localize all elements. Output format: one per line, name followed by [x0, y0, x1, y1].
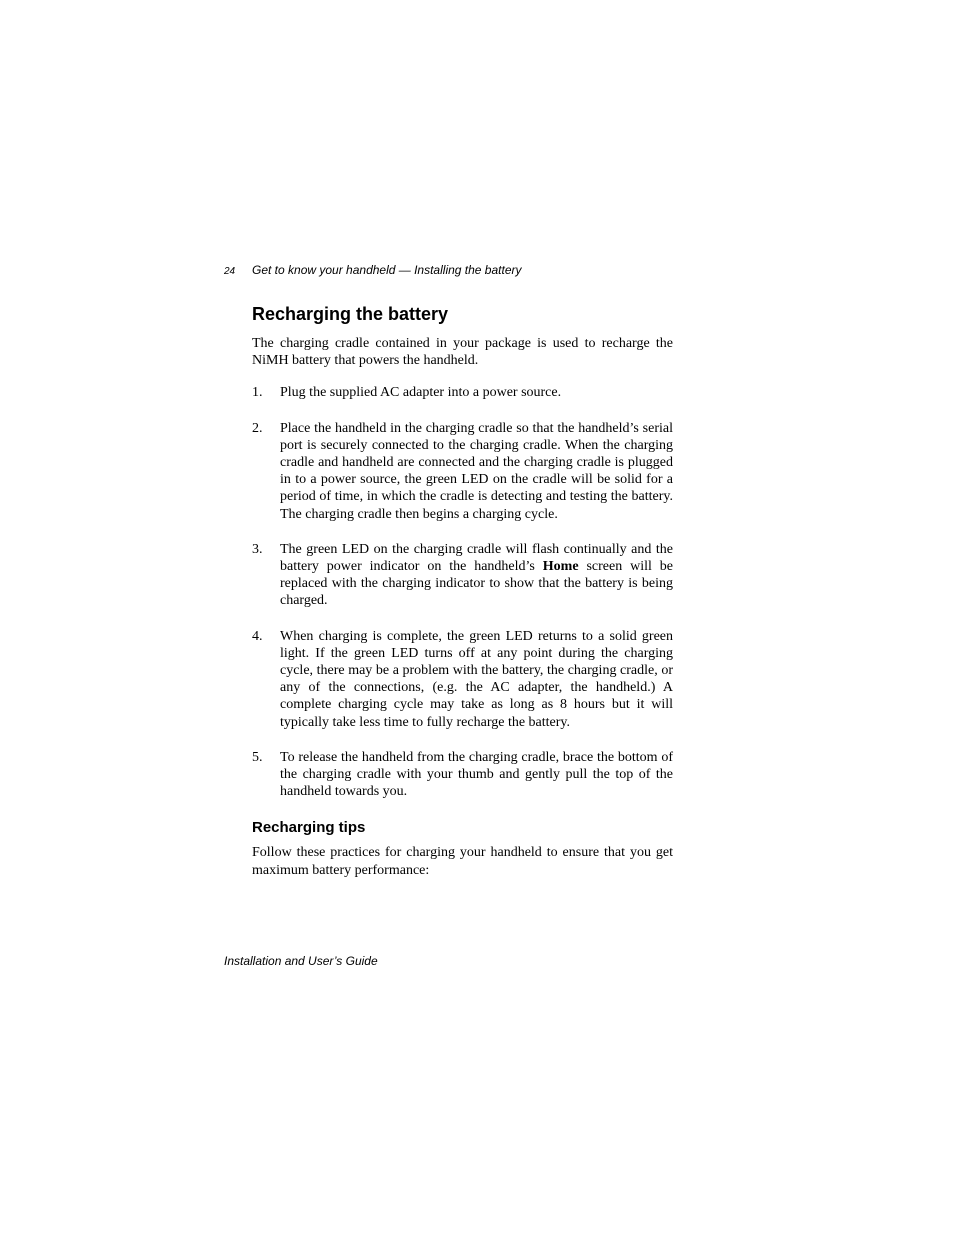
step-text: When charging is complete, the green LED returns to a solid green light. If the green LED turns off at any point during the charging cycle, there may be a problem with the battery, the charging cradle, or any of the connections, (e.g. the AC adapter, the handheld.) A complete charging cycle may take as long as 8 hours but it will typically take less time to fully recharge the battery. [280, 628, 673, 730]
step-text-after: screen will be replaced with the charging indicator to show that the battery is being charged. [280, 559, 673, 609]
running-header [224, 263, 522, 277]
step-number: 3. [252, 541, 263, 557]
page-number: 24 [224, 266, 236, 277]
running-footer: Installation and User’s Guide [224, 954, 378, 968]
step-text: Plug the supplied AC adapter into a power source. [280, 385, 562, 401]
list-item [252, 541, 673, 610]
page-content [252, 302, 673, 879]
step-number: 4. [252, 628, 263, 644]
subsection-heading: Recharging tips [252, 819, 366, 837]
list-item [252, 628, 673, 731]
home-screen-label: Home [542, 559, 579, 575]
running-title: Get to know your handheld — Installing the battery [252, 263, 522, 277]
list-item [252, 384, 673, 401]
step-text: Place the handheld in the charging cradle so that the handheld’s serial port is securely connected to the charging cradle. When the charging cradle and handheld are connected and the charging cradle is plugged in to a power source, the green LED on the cradle will be solid for a period of time, in which the cradle is detecting and testing the battery. The charging cradle then begins a charging cycle. [280, 420, 673, 522]
step-text-before: The green LED on the charging cradle will flash continually and the battery power indicator on the handheld’s [280, 541, 673, 575]
step-number: 5. [252, 749, 263, 765]
section-intro: The charging cradle contained in your package is used to recharge the NiMH battery that powers the handheld. [252, 336, 673, 369]
step-number: 2. [252, 420, 263, 436]
step-text [280, 541, 673, 610]
step-text: To release the handheld from the charging cradle, brace the bottom of the charging cradle with your thumb and gently pull the top of the handheld towards you. [280, 749, 673, 800]
list-item [252, 420, 673, 523]
step-number: 1. [252, 385, 263, 401]
list-item [252, 749, 673, 801]
steps-list [252, 384, 673, 800]
subsection-text: Follow these practices for charging your handheld to ensure that you get maximum battery performance: [252, 845, 673, 878]
section-heading: Recharging the battery [252, 304, 449, 324]
